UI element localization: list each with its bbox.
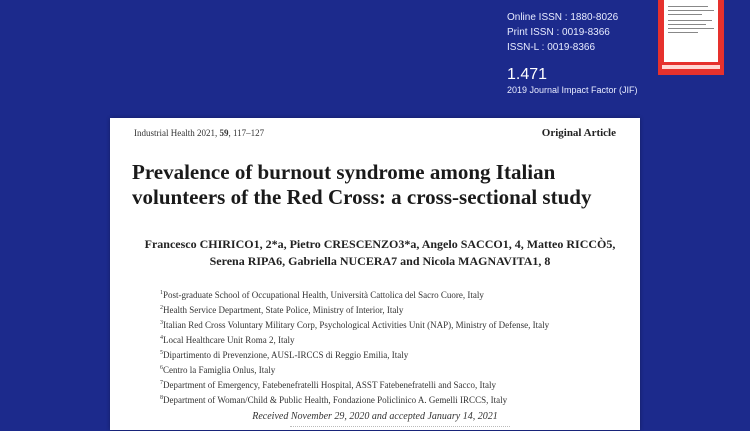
title-line-2: volunteers of the Red Cross: a cross-sectional study [132, 185, 592, 209]
thumbnail-strip [662, 65, 720, 69]
affiliation-item: $^3$Italian Red Cross Voluntary Military Corp, Psychological Activities Unit (NAP), Ministry of Defense, Italy [160, 320, 550, 330]
issn-info [507, 10, 618, 55]
cut-off-text-line [290, 426, 510, 431]
authors [130, 236, 630, 270]
affiliation-item: $^1$Post-graduate School of Occupational Health, Università Cattolica del Sacro Cuore, Italy [160, 290, 484, 300]
journal-cover-thumbnail[interactable] [658, 0, 724, 75]
article-page [110, 118, 640, 430]
affiliation-item: $^8$Department of Woman/Child & Public Health, Fondazione Policlinico A. Gemelli IRCCS, Italy [160, 395, 508, 405]
affiliations [160, 287, 549, 407]
authors-line-2: Serena RIPA6, Gabriella NUCERA7 and Nicola MAGNAVITA1, 8 [209, 254, 551, 268]
affiliation-item: $^5$Dipartimento di Prevenzione, AUSL-IRCCS di Reggio Emilia, Italy [160, 350, 409, 360]
received-date: Received November 29, 2020 and accepted January 14, 2021 [252, 411, 498, 422]
thumbnail-page [664, 0, 718, 62]
affiliation-item: $^2$Health Service Department, State Police, Ministry of Interior, Italy [160, 305, 404, 315]
authors-line-1: Francesco CHIRICO1, 2*a, Pietro CRESCENZO3*a, Angelo SACCO1, 4, Matteo RICCÒ5, [144, 237, 616, 251]
journal-citation: Industrial Health 2021, 59, 117–127 [134, 128, 265, 138]
article-title [132, 160, 622, 210]
affiliation-item: $^7$Department of Emergency, Fatebenefratelli Hospital, ASST Fatebenefratelli and Sacco, Italy [160, 380, 496, 390]
issn-online: Online ISSN : 1880-8026 [507, 12, 619, 23]
jif-value: 1.471 [507, 66, 548, 83]
title-line-1: Prevalence of burnout syndrome among Italian [132, 160, 556, 184]
issn-l: ISSN-L : 0019-8366 [507, 42, 596, 53]
affiliation-item: $^4$Local Healthcare Unit Roma 2, Italy [160, 335, 295, 345]
issn-print: Print ISSN : 0019-8366 [507, 27, 610, 38]
article-type: Original Article [541, 127, 616, 139]
jif-label: 2019 Journal Impact Factor (JIF) [507, 85, 638, 95]
affiliation-item: $^6$Centro la Famiglia Onlus, Italy [160, 365, 276, 375]
